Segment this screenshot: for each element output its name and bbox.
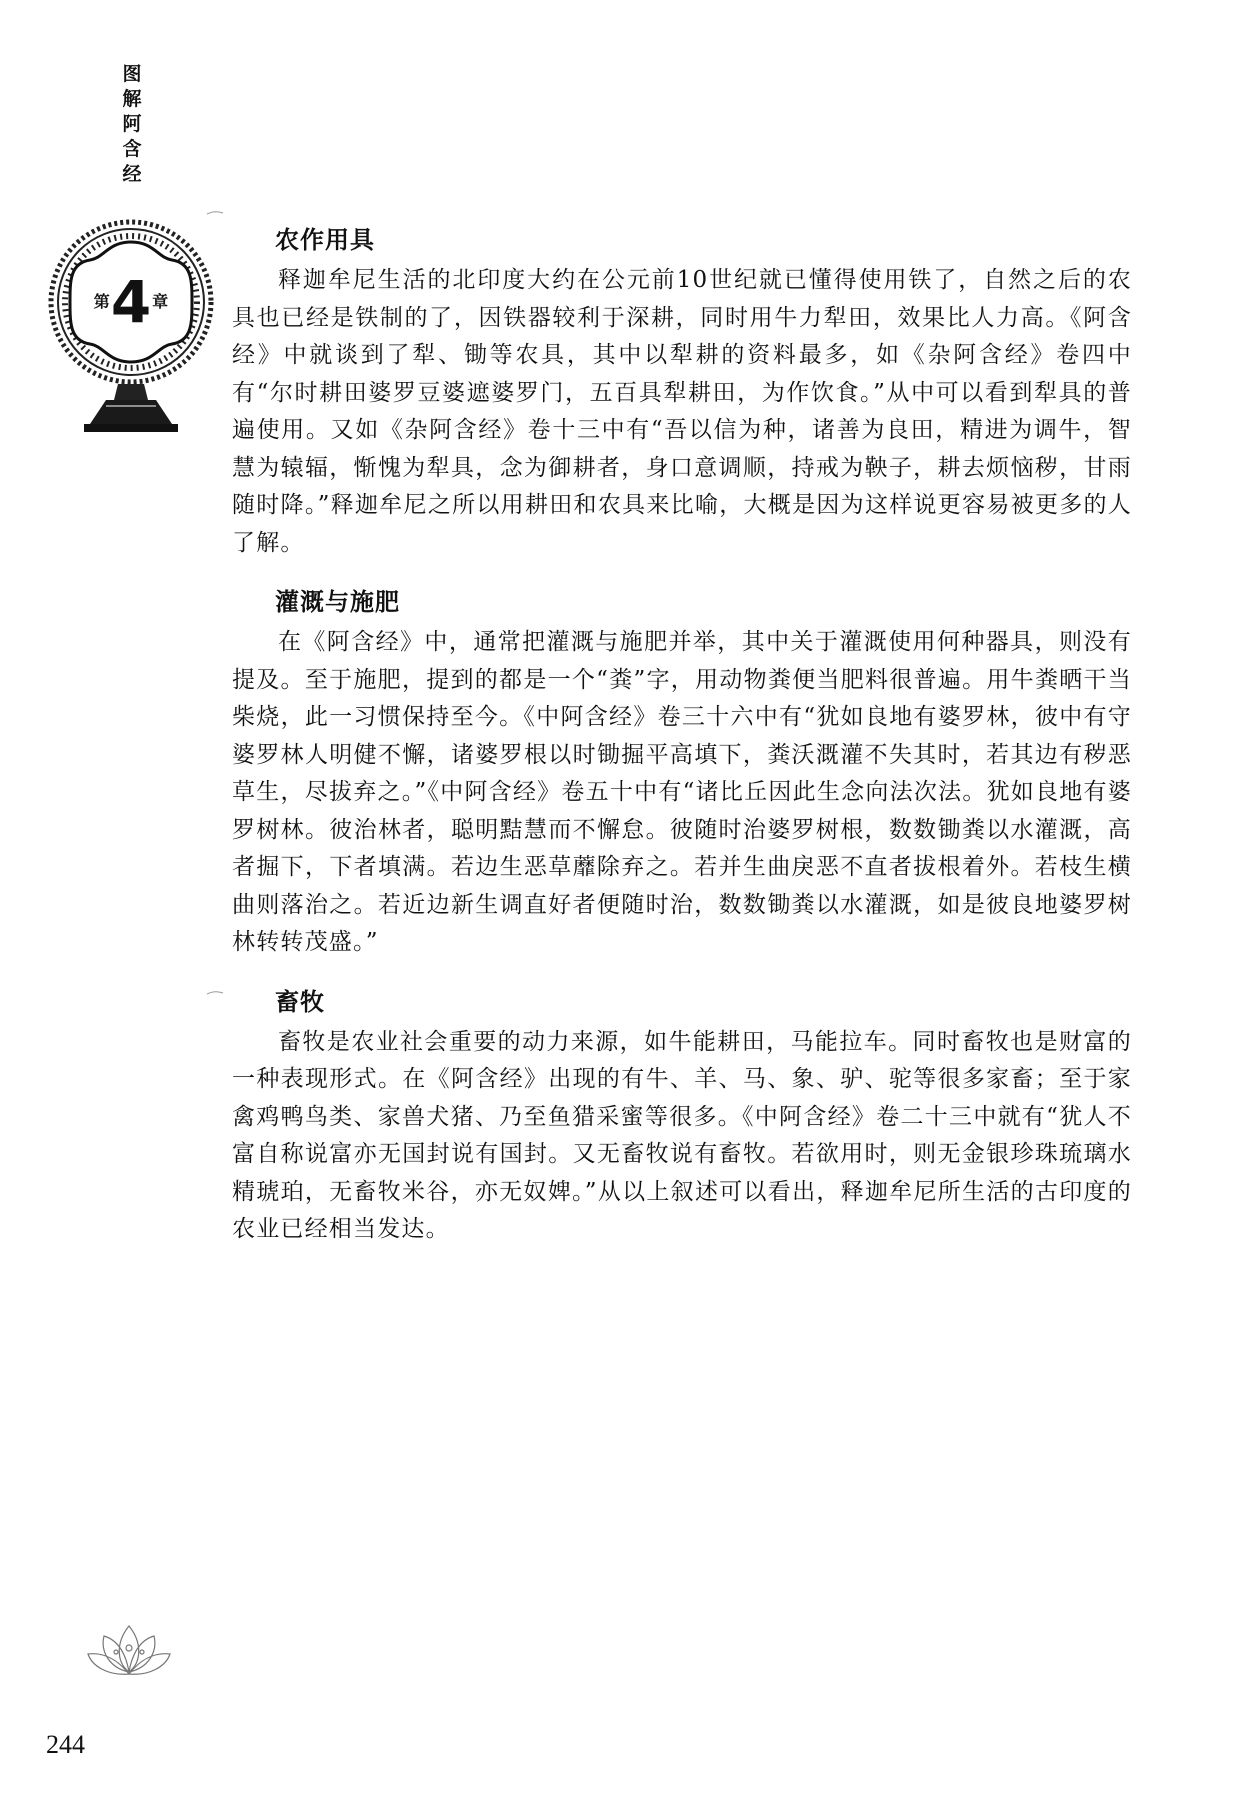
book-title-char: 经	[122, 163, 142, 185]
section-body: 释迦牟尼生活的北印度大约在公元前10世纪就已懂得使用铁了，自然之后的农具也已经是铁制的了，因铁器较利于深耕，同时用牛力犁田，效果比人力高。《阿含经》中就谈到了犁、锄等农具，其中以犁耕的资料最多，如《杂阿含经》卷四中有“尔时耕田婆罗豆婆遮婆罗门，五百具犁耕田，为作饮食。”从中可以看到犁具的普遍使用。又如《杂阿含经》卷十三中有“吾以信为种，诸善为良田，精进为调牛，智慧为辕辐，惭愧为犁具，念为御耕者，身口意调顺，持戒为鞅子，耕去烦恼秽，甘雨随时降。”释迦牟尼之所以用耕田和农具来比喻，大概是因为这样说更容易被更多的人了解。	[232, 267, 1132, 556]
section-body: 畜牧是农业社会重要的动力来源，如牛能耕田，马能拉车。同时畜牧也是财富的一种表现形式。在《阿含经》出现的有牛、羊、马、象、驴、驼等很多家畜；至于家禽鸡鸭鸟类、家兽犬猪、乃至鱼猎采蜜等很多。《中阿含经》卷二十三中就有“犹人不富自称说富亦无国封说有国封。又无畜牧说有畜牧。若欲用时，则无金银珍珠琉璃水精琥珀，无畜牧米谷，亦无奴婢。”从以上叙述可以看出，释迦牟尼所生活的古印度的农业已经相当发达。	[232, 1028, 1132, 1242]
chapter-emblem	[46, 218, 216, 440]
lotus-ornament-icon	[86, 1612, 172, 1680]
book-title-char: 含	[122, 138, 142, 160]
section-heading: 畜牧	[275, 987, 325, 1016]
section-farm-tools	[232, 224, 1132, 562]
section-heading: 农作用具	[275, 226, 375, 254]
section-body: 在《阿含经》中，通常把灌溉与施肥并举，其中关于灌溉使用何种器具，则没有提及。至于施肥，提到的都是一个“粪”字，用动物粪便当肥料很普遍。用牛粪晒干当柴烧，此一习惯保持至今。《中阿含经》卷三十六中有“犹如良地有婆罗林，彼中有守婆罗林人明健不懈，诸婆罗根以时锄掘平高填下，粪沃溉灌不失其时，若其边有秽恶草生，尽拔弃之。”《中阿含经》卷五十中有“诸比丘因此生念向法次法。犹如良地有婆罗树林。彼治林者，聪明黠慧而不懈怠。彼随时治婆罗树根，数数锄粪以水灌溉，高者掘下，下者填满。若边生恶草蘼除弃之。若并生曲戾恶不直者拔根着外。若枝生横曲则落治之。若近边新生调直好者便随时治，数数锄粪以水灌溉，如是彼良地婆罗树林转转茂盛。”	[232, 629, 1132, 955]
section-irrigation-fertilizer	[232, 586, 1132, 962]
section-marker-icon	[206, 210, 224, 216]
book-title-char: 阿	[122, 113, 142, 135]
book-title-char: 图	[122, 63, 142, 85]
chapter-label	[90, 268, 172, 336]
section-marker-icon	[206, 990, 224, 996]
book-title	[118, 62, 146, 187]
chapter-number: 4	[110, 268, 152, 336]
main-content	[232, 224, 1132, 1273]
section-heading: 灌溉与施肥	[275, 588, 400, 616]
section-livestock	[232, 986, 1132, 1249]
chapter-prefix: 第	[93, 292, 110, 311]
book-title-char: 解	[122, 88, 142, 110]
chapter-suffix: 章	[152, 292, 169, 311]
page-number: 244	[46, 1730, 85, 1759]
